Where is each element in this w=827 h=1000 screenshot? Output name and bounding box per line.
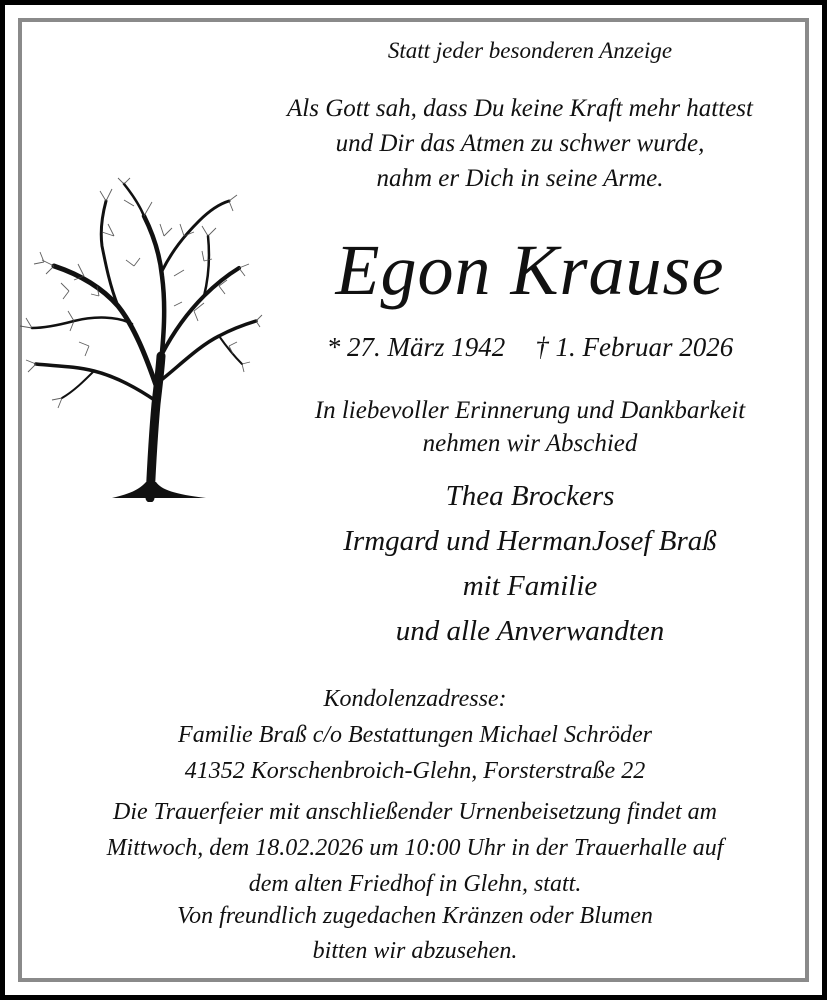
condolence-label: Kondolenzadresse: <box>323 686 507 712</box>
mourner-line: Thea Brockers <box>445 480 615 512</box>
ceremony-line: Mittwoch, dem 18.02.2026 um 10:00 Uhr in der Trauerhalle auf <box>106 835 724 861</box>
farewell-line: In liebevoller Erinnerung und Dankbarkeit <box>314 397 746 424</box>
mourner-line: mit Familie <box>462 570 598 602</box>
ceremony-line: Die Trauerfeier mit anschließender Urnenbeisetzung findet am <box>113 799 717 825</box>
condolence-address: 41352 Korschenbroich-Glehn, Forsterstraße 22 <box>184 758 646 784</box>
poem-line: nahm er Dich in seine Arme. <box>376 165 664 192</box>
ceremony-line: bitten wir abzusehen. <box>312 938 518 964</box>
bare-tree-icon <box>14 176 264 502</box>
ceremony-line: dem alten Friedhof in Glehn, statt. <box>248 871 582 897</box>
mourner-line: und alle Anverwandten <box>395 615 665 647</box>
dates-row <box>290 332 770 363</box>
ceremony-line: Von freundlich zugedachen Kränzen oder Blumen <box>177 903 653 929</box>
condolence-address: Familie Braß c/o Bestattungen Michael Schröder <box>178 722 652 748</box>
poem-line: Als Gott sah, dass Du keine Kraft mehr hattest <box>287 95 753 122</box>
notice-header: Statt jeder besonderen Anzeige <box>387 38 673 63</box>
mourner-line: Irmgard und HermanJosef Braß <box>343 525 717 557</box>
poem-line: und Dir das Atmen zu schwer wurde, <box>335 130 705 157</box>
death-date: † 1. Februar 2026 <box>535 332 734 362</box>
farewell-line: nehmen wir Abschied <box>422 430 638 457</box>
deceased-name: Egon Krause <box>335 230 725 310</box>
birth-date: * 27. März 1942 <box>326 332 506 362</box>
